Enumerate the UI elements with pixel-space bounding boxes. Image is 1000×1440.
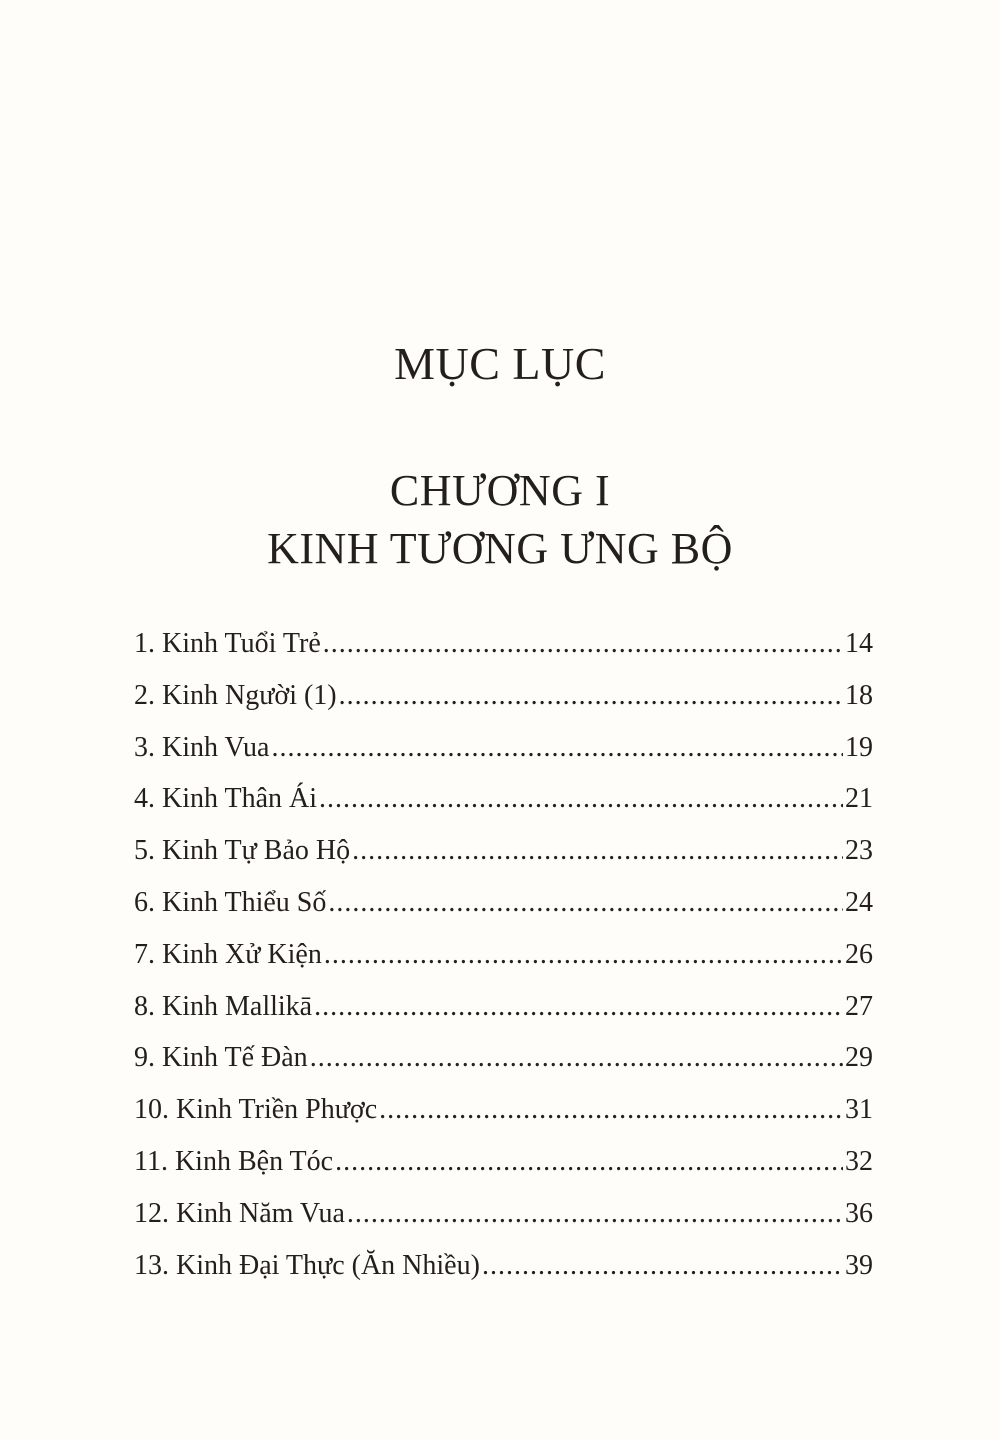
table-of-contents: [134, 618, 873, 1291]
toc-entry-title: 1. Kinh Tuổi Trẻ: [134, 628, 321, 659]
chapter-heading: [0, 462, 1000, 578]
toc-entry-page: 32: [845, 1145, 873, 1177]
toc-entry-page: 23: [845, 835, 873, 867]
chapter-title: KINH TƯƠNG ƯNG BỘ: [267, 524, 733, 573]
toc-entry-title: 10. Kinh Triền Phược: [134, 1094, 378, 1126]
toc-entry-title: 4. Kinh Thân Ái: [134, 783, 318, 815]
toc-entry[interactable]: [134, 981, 873, 1033]
toc-entry-title: 2. Kinh Người (1): [134, 679, 337, 711]
toc-entry-title: 5. Kinh Tự Bảo Hộ: [134, 835, 351, 867]
dot-leader: [347, 1188, 843, 1240]
toc-entry-page: 27: [845, 990, 873, 1022]
dot-leader: [314, 981, 843, 1033]
toc-entry-page: 14: [845, 628, 873, 659]
toc-entry-page: 24: [845, 886, 873, 918]
toc-entry-title: 3. Kinh Vua: [134, 731, 270, 763]
toc-entry[interactable]: [134, 722, 873, 774]
toc-entry-page: 36: [845, 1197, 873, 1229]
toc-entry-page: 31: [845, 1094, 873, 1126]
dot-leader: [482, 1240, 843, 1292]
toc-entry[interactable]: [134, 1084, 873, 1136]
dot-leader: [319, 773, 843, 825]
toc-entry-page: 26: [845, 938, 873, 970]
toc-entry-title: 12. Kinh Năm Vua: [134, 1197, 345, 1229]
toc-entry[interactable]: [134, 773, 873, 825]
page-title: MỤC LỤC: [394, 338, 606, 389]
toc-entry[interactable]: [134, 1032, 873, 1084]
dot-leader: [324, 929, 843, 981]
dot-leader: [335, 1136, 843, 1188]
toc-entry-page: 19: [845, 731, 873, 763]
toc-entry-title: 13. Kinh Đại Thực (Ăn Nhiều): [134, 1249, 480, 1281]
toc-entry-page: 29: [845, 1042, 873, 1074]
toc-entry-title: 6. Kinh Thiểu Số: [134, 886, 327, 918]
toc-entry[interactable]: [134, 1136, 873, 1188]
dot-leader: [379, 1084, 843, 1136]
toc-entry-title: 7. Kinh Xử Kiện: [134, 938, 322, 970]
dot-leader: [352, 825, 843, 877]
toc-entry[interactable]: [134, 825, 873, 877]
toc-entry-title: 8. Kinh Mallikā: [134, 990, 313, 1022]
toc-entry[interactable]: [134, 877, 873, 929]
toc-entry[interactable]: [134, 929, 873, 981]
toc-entry[interactable]: [134, 1188, 873, 1240]
dot-leader: [323, 618, 843, 670]
toc-entry[interactable]: [134, 670, 873, 722]
toc-entry[interactable]: [134, 618, 873, 670]
toc-entry-title: 11. Kinh Bện Tóc: [134, 1145, 334, 1177]
toc-entry-page: 39: [845, 1249, 873, 1281]
dot-leader: [310, 1032, 843, 1084]
dot-leader: [328, 877, 843, 929]
dot-leader: [271, 722, 843, 774]
dot-leader: [339, 670, 843, 722]
toc-entry-page: 18: [845, 679, 873, 711]
toc-entry-page: 21: [845, 783, 873, 815]
chapter-number: CHƯƠNG I: [389, 466, 611, 515]
toc-entry[interactable]: [134, 1240, 873, 1292]
toc-entry-title: 9. Kinh Tế Đàn: [134, 1042, 308, 1074]
